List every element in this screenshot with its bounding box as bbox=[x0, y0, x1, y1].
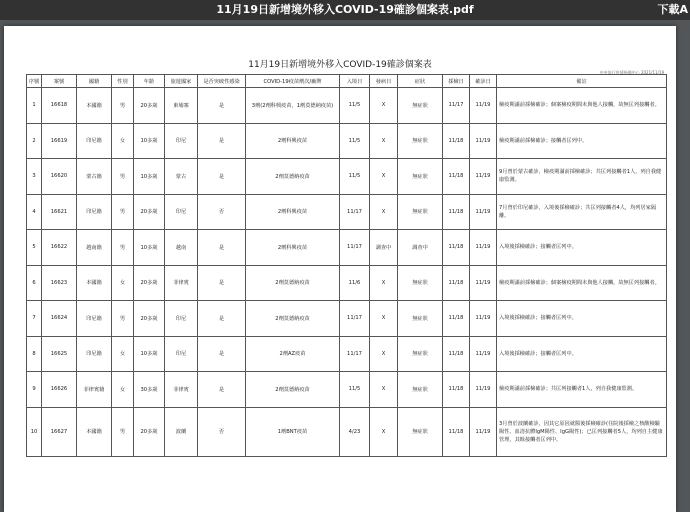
document-source: 中央流行疫情指揮中心 2021/11/19 bbox=[599, 70, 664, 75]
table-cell: 越南籍 bbox=[77, 230, 112, 266]
table-cell: 2劑科興疫苗 bbox=[246, 123, 340, 159]
table-header-row bbox=[27, 75, 667, 88]
table-cell: 無症狀 bbox=[398, 265, 443, 301]
table-cell: 11/5 bbox=[340, 159, 370, 195]
table-cell: 男 bbox=[112, 194, 134, 230]
table-cell: 女 bbox=[112, 265, 134, 301]
table-cell: 3劑(2劑科興疫苗，1劑莫德納疫苗) bbox=[246, 88, 340, 124]
table-cell: 11/19 bbox=[470, 194, 497, 230]
table-cell: 無症狀 bbox=[398, 336, 443, 372]
table-cell: 無症狀 bbox=[398, 372, 443, 408]
table-cell: 無症狀 bbox=[398, 123, 443, 159]
table-cell: 印尼 bbox=[165, 336, 198, 372]
column-header: 序號 bbox=[27, 75, 42, 88]
table-cell: 11/18 bbox=[443, 159, 470, 195]
column-header: 確診日 bbox=[470, 75, 497, 88]
table-cell: 11/18 bbox=[443, 194, 470, 230]
table-cell: X bbox=[370, 265, 398, 301]
table-cell: 印尼籍 bbox=[77, 336, 112, 372]
column-header: 症狀 bbox=[398, 75, 443, 88]
table-cell: 無症狀 bbox=[398, 88, 443, 124]
table-cell: 男 bbox=[112, 301, 134, 337]
table-cell: 入境後採檢確診；接觸者匡列中。 bbox=[497, 230, 667, 266]
table-cell: 印尼 bbox=[165, 194, 198, 230]
table-cell: 男 bbox=[112, 230, 134, 266]
table-cell: 是 bbox=[198, 372, 246, 408]
column-header: 發病日 bbox=[370, 75, 398, 88]
table-cell: 7 bbox=[27, 301, 42, 337]
table-cell: 11/17 bbox=[340, 230, 370, 266]
table-cell: 否 bbox=[198, 194, 246, 230]
table-cell: 11/17 bbox=[340, 194, 370, 230]
table-cell: 4 bbox=[27, 194, 42, 230]
table-cell: X bbox=[370, 407, 398, 456]
table-cell: 11/17 bbox=[340, 336, 370, 372]
table-cell: 11/19 bbox=[470, 265, 497, 301]
table-cell: 16621 bbox=[42, 194, 77, 230]
table-cell: 16619 bbox=[42, 123, 77, 159]
table-cell: 印尼 bbox=[165, 123, 198, 159]
table-cell: 11/19 bbox=[470, 407, 497, 456]
table-cell: 16627 bbox=[42, 407, 77, 456]
table-cell: 無症狀 bbox=[398, 407, 443, 456]
table-cell: 2劑科興疫苗 bbox=[246, 194, 340, 230]
table-row bbox=[27, 123, 667, 159]
column-header: 旅遊國家 bbox=[165, 75, 198, 88]
table-cell: 男 bbox=[112, 159, 134, 195]
table-cell: 10多歲 bbox=[134, 159, 165, 195]
table-row bbox=[27, 159, 667, 195]
column-header: COVID-19疫苗劑次/廠牌 bbox=[246, 75, 340, 88]
column-header: 性別 bbox=[112, 75, 134, 88]
table-cell: 10多歲 bbox=[134, 230, 165, 266]
table-cell: 女 bbox=[112, 372, 134, 408]
table-cell: 11/18 bbox=[443, 301, 470, 337]
table-cell: 越南 bbox=[165, 230, 198, 266]
table-row bbox=[27, 230, 667, 266]
table-cell: 10多歲 bbox=[134, 123, 165, 159]
table-row bbox=[27, 194, 667, 230]
table-cell: 30多歲 bbox=[134, 372, 165, 408]
table-cell: 本國籍 bbox=[77, 88, 112, 124]
pdf-viewer[interactable] bbox=[0, 20, 690, 512]
table-cell: 9 bbox=[27, 372, 42, 408]
table-cell: 2 bbox=[27, 123, 42, 159]
table-cell: 2劑莫德納疫苗 bbox=[246, 301, 340, 337]
table-cell: 是 bbox=[198, 265, 246, 301]
column-header: 是否突破性感染 bbox=[198, 75, 246, 88]
table-cell: 10多歲 bbox=[134, 336, 165, 372]
table-cell: 11/19 bbox=[470, 336, 497, 372]
table-cell: 菲律賓 bbox=[165, 372, 198, 408]
table-cell: 11/5 bbox=[340, 372, 370, 408]
table-cell: X bbox=[370, 372, 398, 408]
table-cell: 是 bbox=[198, 230, 246, 266]
case-table bbox=[26, 74, 667, 457]
table-cell: 否 bbox=[198, 407, 246, 456]
column-header: 入境日 bbox=[340, 75, 370, 88]
table-cell: 16626 bbox=[42, 372, 77, 408]
table-cell: 菲律賓 bbox=[165, 265, 198, 301]
table-cell: 檢疫期滿前採檢確診；個案檢疫期間未與他人接觸，故無匡列接觸者。 bbox=[497, 88, 667, 124]
pdf-page bbox=[4, 26, 676, 512]
table-cell: X bbox=[370, 301, 398, 337]
table-cell: 菲律賓籍 bbox=[77, 372, 112, 408]
table-cell: 20多歲 bbox=[134, 265, 165, 301]
table-row bbox=[27, 407, 667, 456]
table-cell: 11/6 bbox=[340, 265, 370, 301]
table-cell: 11/18 bbox=[443, 265, 470, 301]
table-cell: 印尼籍 bbox=[77, 301, 112, 337]
table-cell: 2劑莫德納疫苗 bbox=[246, 372, 340, 408]
table-cell: 11/18 bbox=[443, 230, 470, 266]
table-cell: 11/18 bbox=[443, 336, 470, 372]
table-cell: X bbox=[370, 88, 398, 124]
document-title: 11月19日新增境外移入COVID-19確診個案表 bbox=[248, 60, 432, 70]
table-cell: 是 bbox=[198, 88, 246, 124]
table-cell: 是 bbox=[198, 159, 246, 195]
table-body bbox=[27, 88, 667, 457]
column-header: 備註 bbox=[497, 75, 667, 88]
table-row bbox=[27, 88, 667, 124]
table-cell: 檢疫期滿前採檢確診；接觸者匡列中。 bbox=[497, 123, 667, 159]
table-cell: 4/23 bbox=[340, 407, 370, 456]
table-cell: 16625 bbox=[42, 336, 77, 372]
table-cell: 8 bbox=[27, 336, 42, 372]
table-cell: 11/17 bbox=[340, 301, 370, 337]
table-cell: 是 bbox=[198, 336, 246, 372]
table-cell: 入境後採檢確診；接觸者匡列中。 bbox=[497, 301, 667, 337]
table-cell: 20多歲 bbox=[134, 194, 165, 230]
table-cell: 2劑科興疫苗 bbox=[246, 230, 340, 266]
table-cell: 11/18 bbox=[443, 407, 470, 456]
table-cell: 無症狀 bbox=[398, 301, 443, 337]
title-bar bbox=[0, 0, 690, 20]
table-cell: 7月曾於印尼確診，入境後採檢確診；共匡列接觸者4人，均列居家隔離。 bbox=[497, 194, 667, 230]
table-cell: 20多歲 bbox=[134, 88, 165, 124]
table-cell: 11/5 bbox=[340, 123, 370, 159]
column-header: 國籍 bbox=[77, 75, 112, 88]
table-cell: 11/19 bbox=[470, 123, 497, 159]
table-cell: 16618 bbox=[42, 88, 77, 124]
table-cell: 3 bbox=[27, 159, 42, 195]
table-cell: 11/19 bbox=[470, 372, 497, 408]
table-cell: 11/19 bbox=[470, 159, 497, 195]
table-cell: 11/18 bbox=[443, 372, 470, 408]
table-cell: 2劑莫德納疫苗 bbox=[246, 265, 340, 301]
table-cell: 16623 bbox=[42, 265, 77, 301]
table-cell: 1劑BNT疫苗 bbox=[246, 407, 340, 456]
file-title: 11月19日新增境外移入COVID-19確診個案表.pdf bbox=[216, 3, 474, 16]
table-cell: 印尼 bbox=[165, 301, 198, 337]
table-row bbox=[27, 372, 667, 408]
table-cell: 是 bbox=[198, 301, 246, 337]
table-cell: 11/19 bbox=[470, 88, 497, 124]
table-cell: 本國籍 bbox=[77, 407, 112, 456]
download-button[interactable]: 下載A bbox=[657, 3, 688, 16]
table-cell: X bbox=[370, 336, 398, 372]
table-cell: 20多歲 bbox=[134, 301, 165, 337]
table-row bbox=[27, 265, 667, 301]
table-cell: 16624 bbox=[42, 301, 77, 337]
table-cell: 本國籍 bbox=[77, 265, 112, 301]
table-cell: 10 bbox=[27, 407, 42, 456]
table-cell: 16620 bbox=[42, 159, 77, 195]
table-cell: 檢疫期滿前採檢確診；個案檢疫期間未與他人接觸，故無匡列接觸者。 bbox=[497, 265, 667, 301]
table-cell: 11/5 bbox=[340, 88, 370, 124]
column-header: 案號 bbox=[42, 75, 77, 88]
table-cell: 印尼籍 bbox=[77, 123, 112, 159]
table-cell: X bbox=[370, 194, 398, 230]
table-cell: 調查中 bbox=[370, 230, 398, 266]
table-cell: 女 bbox=[112, 336, 134, 372]
table-cell: 入境後採檢確診；接觸者匡列中。 bbox=[497, 336, 667, 372]
table-row bbox=[27, 301, 667, 337]
table-cell: 波蘭 bbox=[165, 407, 198, 456]
table-cell: 男 bbox=[112, 407, 134, 456]
table-cell: 調查中 bbox=[398, 230, 443, 266]
table-cell: 6 bbox=[27, 265, 42, 301]
table-cell: 11/17 bbox=[443, 88, 470, 124]
column-header: 採檢日 bbox=[443, 75, 470, 88]
table-cell: 印尼籍 bbox=[77, 194, 112, 230]
table-cell: 3月曾於波蘭確診，因其它原因就醫後採檢確診(住院後採檢之核酸檢驗陽性、血清抗體IgM陽性、IgG陽性)；已匡列接觸者5人，均列自主健康管理，其餘接觸者匡列中。 bbox=[497, 407, 667, 456]
table-row bbox=[27, 336, 667, 372]
table-cell: 1 bbox=[27, 88, 42, 124]
table-cell: 蒙古 bbox=[165, 159, 198, 195]
table-cell: 20多歲 bbox=[134, 407, 165, 456]
table-cell: 16622 bbox=[42, 230, 77, 266]
table-cell: 無症狀 bbox=[398, 194, 443, 230]
table-cell: 2劑AZ疫苗 bbox=[246, 336, 340, 372]
table-cell: 檢疫期滿前採檢確診；共匡列接觸者1人，列自我健康監測。 bbox=[497, 372, 667, 408]
table-cell: 男 bbox=[112, 88, 134, 124]
table-cell: 11/19 bbox=[470, 301, 497, 337]
table-cell: X bbox=[370, 159, 398, 195]
table-cell: 無症狀 bbox=[398, 159, 443, 195]
table-cell: 蒙古籍 bbox=[77, 159, 112, 195]
table-cell: 5 bbox=[27, 230, 42, 266]
table-cell: 是 bbox=[198, 123, 246, 159]
table-cell: 2劑莫德納疫苗 bbox=[246, 159, 340, 195]
column-header: 年齡 bbox=[134, 75, 165, 88]
table-cell: 女 bbox=[112, 123, 134, 159]
table-cell: 11/18 bbox=[443, 123, 470, 159]
table-cell: 11/19 bbox=[470, 230, 497, 266]
table-cell: 9月曾於蒙古確診，檢疫期滿前採檢確診；共匡列接觸者1人，列自我健康監測。 bbox=[497, 159, 667, 195]
table-cell: 柬埔寨 bbox=[165, 88, 198, 124]
table-cell: X bbox=[370, 123, 398, 159]
